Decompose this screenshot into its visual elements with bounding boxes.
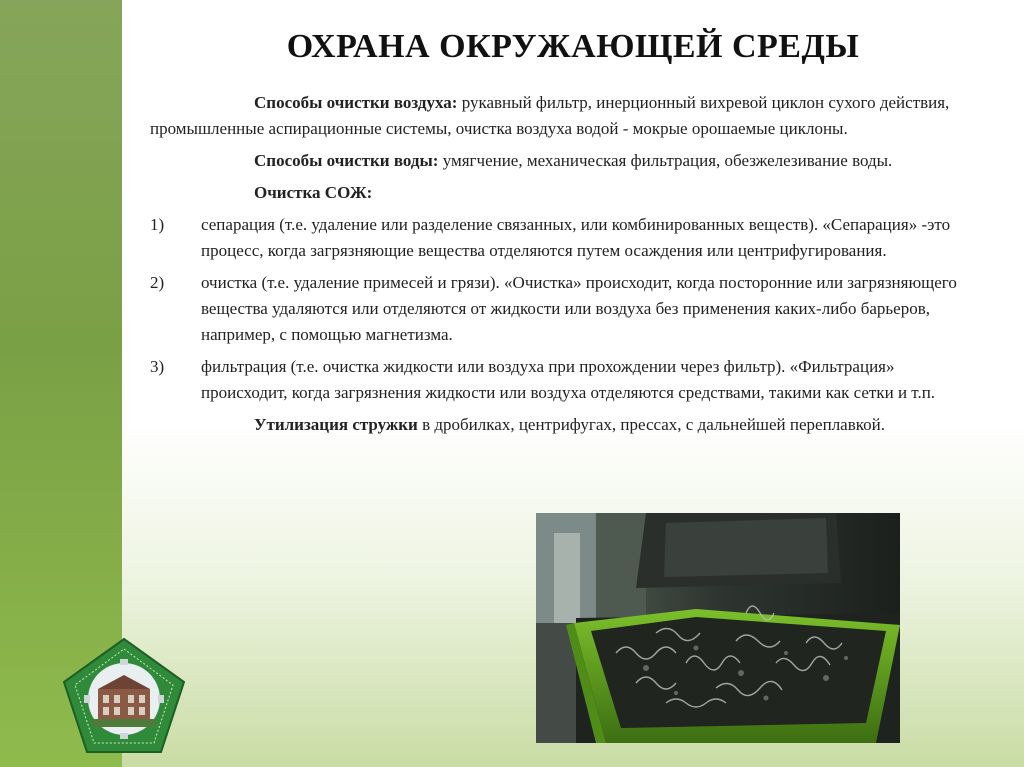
college-emblem-logo	[62, 637, 186, 754]
water-cleaning-paragraph	[150, 148, 960, 174]
list-text: сепарация (т.е. удаление или разделение связанных, или комбинированных веществ). «Сепарация» -это процесс, когда загрязняющие вещества отделяются путем осаждения или центрифугирования.	[201, 215, 951, 260]
list-number: 2)	[150, 273, 165, 292]
air-cleaning-paragraph	[150, 90, 960, 142]
list-text: очистка (т.е. удаление примесей и грязи). «Очистка» происходит, когда посторонние или загрязняющего вещества удаляются или отделяются от жидкости или воздуха без применения каких-либо барьеров, например, с помощью магнетизма.	[201, 273, 957, 344]
water-cleaning-text: умягчение, механическая фильтрация, обезжелезивание воды.	[438, 151, 893, 170]
metal-chips-photo	[536, 513, 900, 743]
chips-text: в дробилках, центрифугах, прессах, с дальнейшей переплавкой.	[417, 415, 885, 434]
slide-body	[150, 90, 960, 444]
slide-title: ОХРАНА ОКРУЖАЮЩЕЙ СРЕДЫ	[286, 28, 860, 65]
list-text: фильтрация (т.е. очистка жидкости или воздуха при прохождении через фильтр). «Фильтрация» происходит, когда загрязнения жидкости или воздуха отделяются средствами, такими как сетки и т.п.	[201, 357, 936, 402]
soj-heading-paragraph	[150, 180, 960, 206]
water-cleaning-label: Способы очистки воды:	[254, 151, 439, 170]
air-cleaning-label: Способы очистки воздуха:	[254, 93, 458, 112]
chips-label: Утилизация стружки	[254, 415, 418, 434]
list-number: 3)	[150, 357, 165, 376]
list-item	[150, 354, 960, 406]
list-item	[150, 270, 960, 348]
chips-paragraph	[150, 412, 960, 438]
list-number: 1)	[150, 215, 165, 234]
list-item	[150, 212, 960, 264]
air-cleaning-text: рукавный фильтр, инерционный вихревой циклон сухого действия, промышленные аспирационные системы, очистка воздуха водой - мокрые орошаемые циклоны.	[150, 93, 950, 138]
soj-heading: Очистка СОЖ:	[254, 183, 373, 202]
